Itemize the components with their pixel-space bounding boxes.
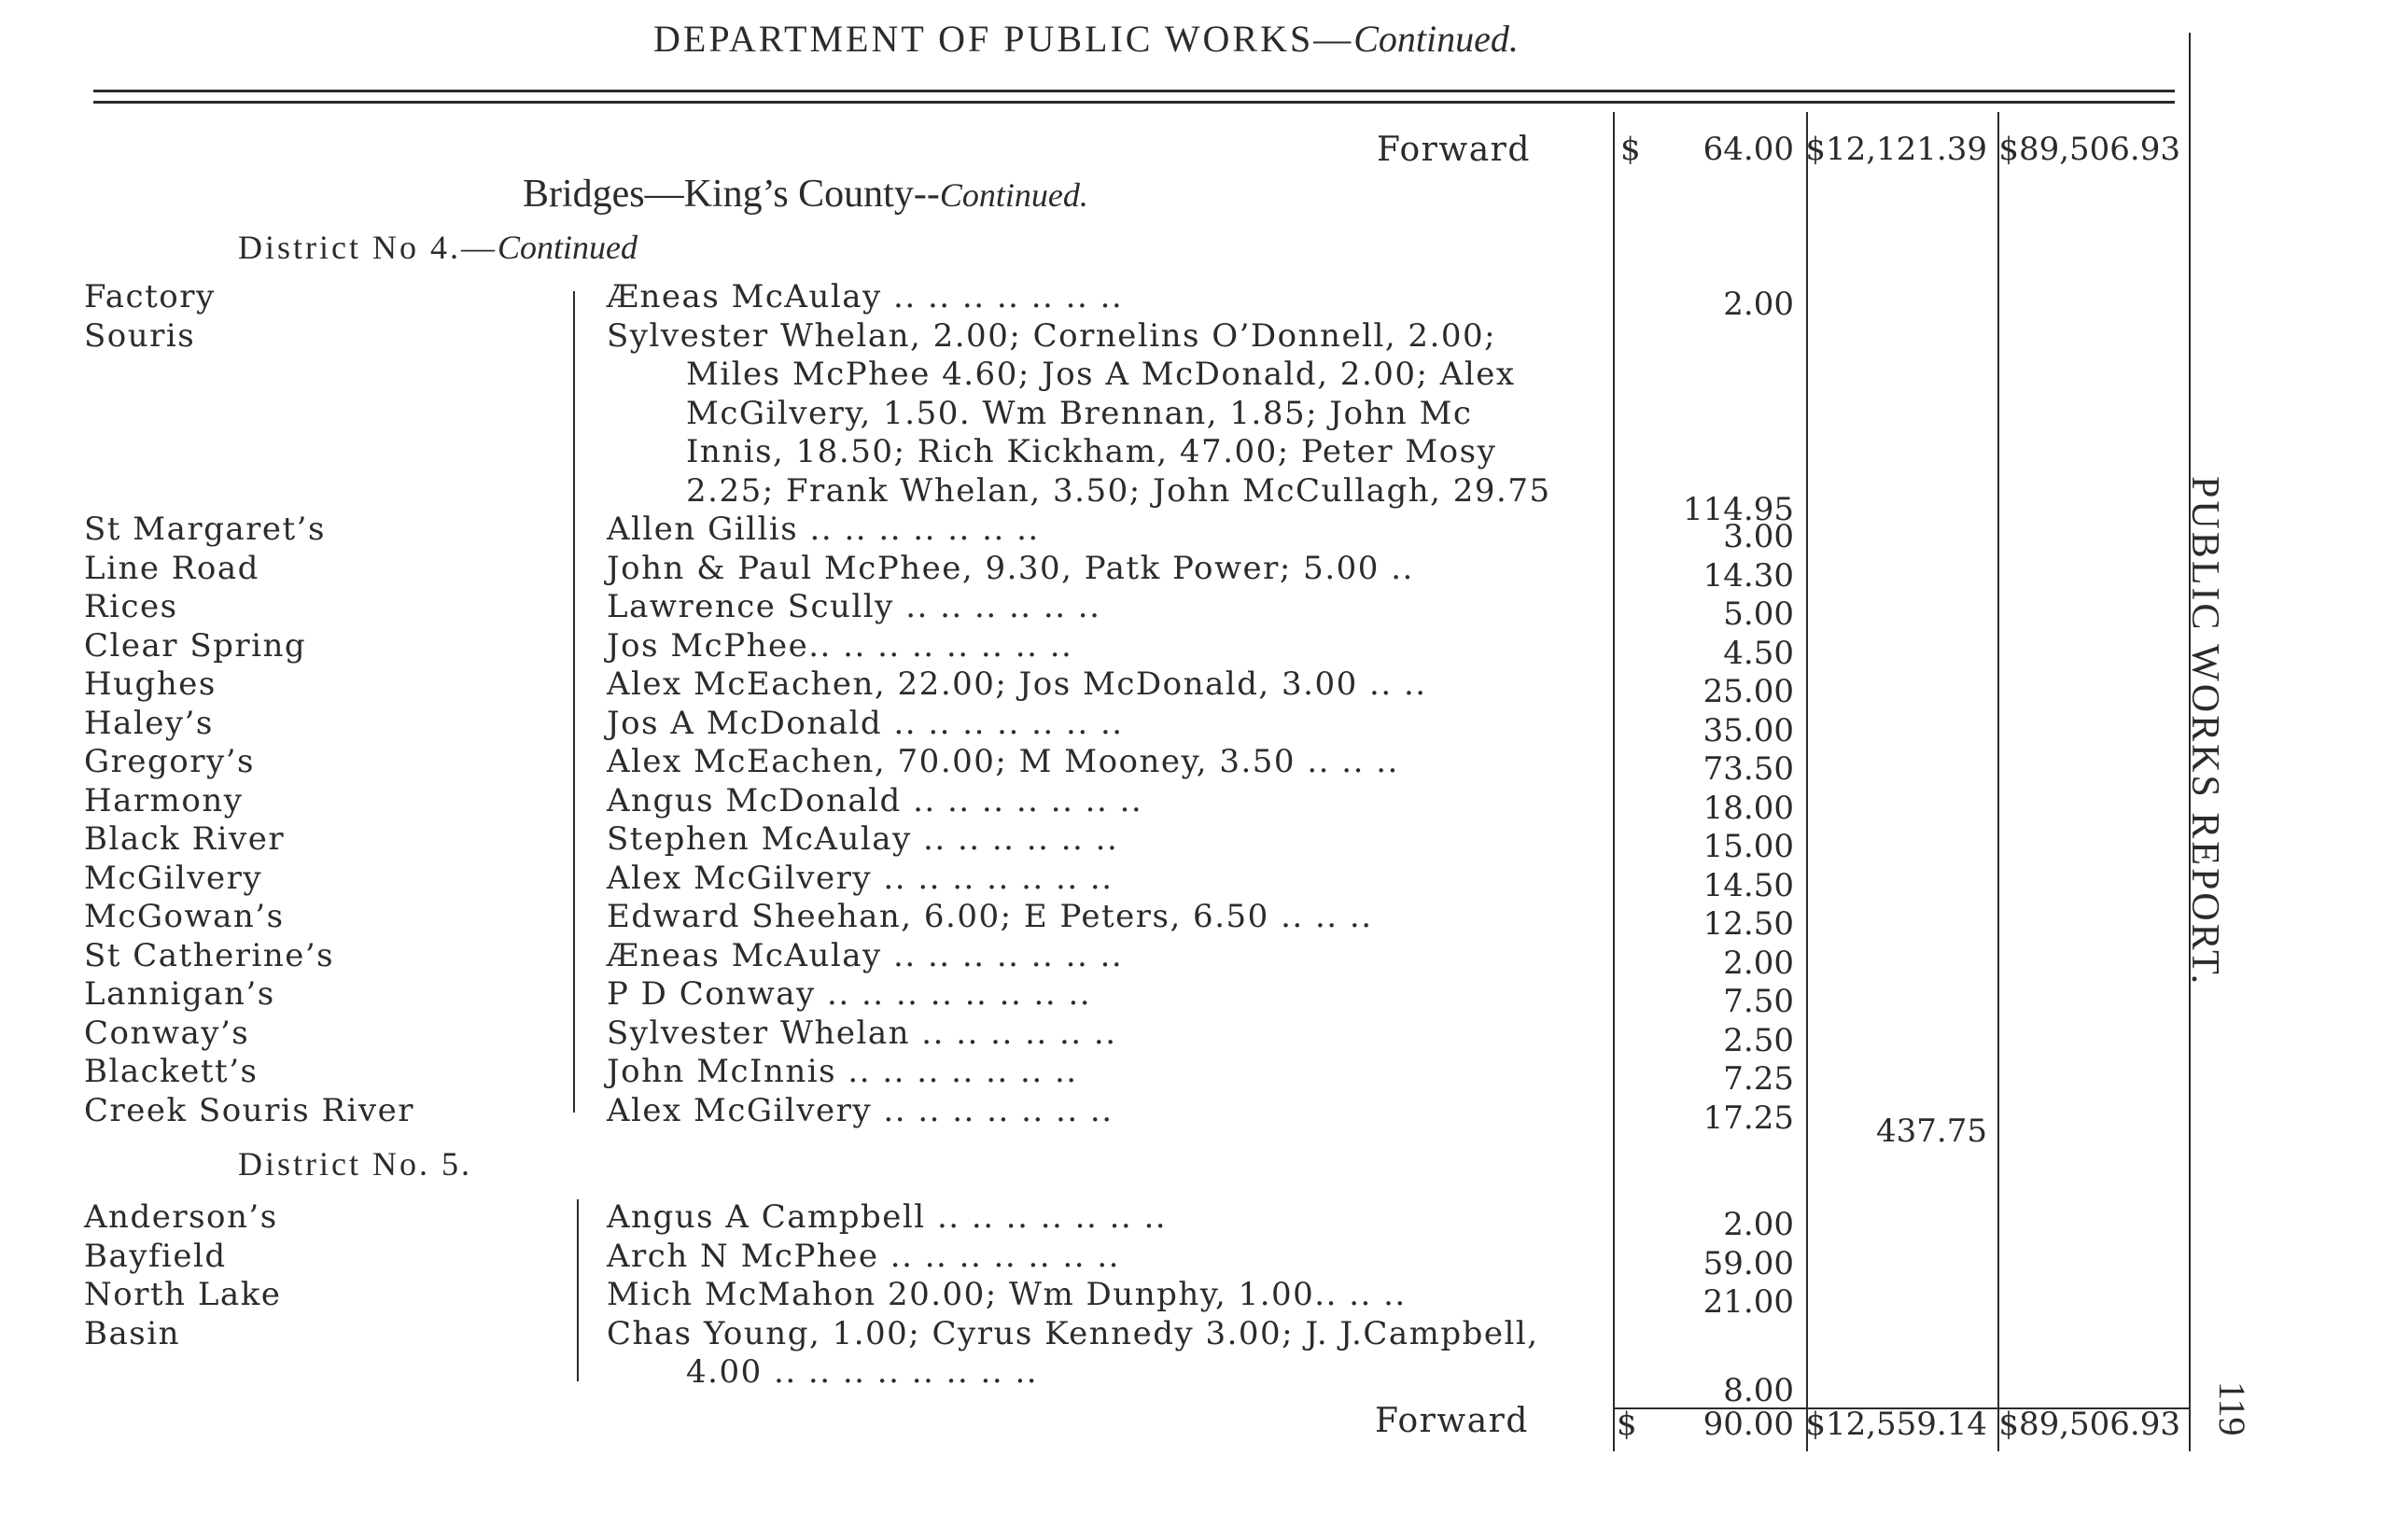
entry-description: Sylvester Whelan .. .. .. .. .. .. [607,1014,1117,1052]
entry-place: North Lake [84,1276,282,1313]
forward-bottom-dollar: $ [1617,1406,1637,1443]
header-continued: Continued. [1353,18,1519,60]
forward-top-col3: $89,506.93 [1998,131,2180,168]
entry-amount: 14.30 [1702,556,1794,595]
district4-bracket [573,291,575,1113]
entry-description: Sylvester Whelan, 2.00; Cornelins O’Donnell, 2.00; [607,316,1497,355]
entry-place: Basin [84,1314,180,1352]
entry-description: Æneas McAulay .. .. .. .. .. .. .. [607,278,1124,315]
entry-place: Haley’s [84,704,214,742]
entry-place: Line Road [84,549,259,587]
district5-heading: District No. 5. [238,1145,472,1183]
entry-place: Creek Souris River [84,1091,415,1129]
column-rule-3 [1997,112,1999,1451]
entry-place: Anderson’s [84,1198,278,1236]
entry-description: Æneas McAulay .. .. .. .. .. .. .. [607,936,1124,974]
forward-top-col1: 64.00 [1702,131,1794,168]
section-title-text: Bridges—King’s County-- [523,173,940,216]
entry-amount: 3.00 [1723,518,1794,555]
entry-amount: 25.00 [1702,673,1794,710]
entry-amount: 35.00 [1702,711,1794,749]
entry-amount: 2.00 [1723,944,1794,982]
forward-bottom-col3: $89,506.93 [1998,1406,2180,1443]
entry-amount: 4.50 [1723,634,1794,672]
entry-description: Mich McMahon 20.00; Wm Dunphy, 1.00.. .. .. [607,1276,1407,1313]
entry-description: Allen Gillis .. .. .. .. .. .. .. [607,511,1040,548]
entry-amount: 12.50 [1702,905,1794,943]
district4-continued: Continued [497,229,638,266]
entry-place: Souris [84,316,196,355]
forward-bottom-label: Forward [1375,1402,1529,1440]
entry-description: John & Paul McPhee, 9.30, Patk Power; 5.00 .. [607,549,1414,587]
entry-place: St Margaret’s [84,511,326,548]
entry-amount: 73.50 [1702,750,1794,788]
entry-amount: 17.25 [1702,1099,1794,1137]
forward-top-col2: $12,121.39 [1805,131,1987,168]
entry-amount: 7.25 [1723,1060,1794,1098]
entry-place: Harmony [84,781,244,819]
entry-description: McGilvery, 1.50. Wm Brennan, 1.85; John Mc [686,394,1473,432]
entry-amount: 21.00 [1702,1283,1794,1321]
entry-amount: 2.00 [1723,1206,1794,1243]
entry-amount: 2.50 [1723,1021,1794,1059]
entry-description: Chas Young, 1.00; Cyrus Kennedy 3.00; J. J.Campbell, [607,1314,1539,1352]
entry-place: Black River [84,820,286,858]
header-rule-bottom [93,101,2175,104]
column-rule-1 [1613,112,1615,1451]
header-title: DEPARTMENT OF PUBLIC WORKS— [653,18,1354,60]
entry-amount: 18.00 [1702,789,1794,827]
entry-amount: 14.50 [1702,866,1794,904]
entry-description: Jos A McDonald .. .. .. .. .. .. .. [607,704,1124,742]
entry-amount: 114.95 [1683,490,1794,528]
entry-place: Blackett’s [84,1053,259,1090]
entry-description: Miles McPhee 4.60; Jos A McDonald, 2.00; Alex [686,356,1516,393]
district4-label: District No 4.— [238,229,497,266]
side-title: PUBLIC WORKS REPORT. [2183,476,2226,987]
entry-place: Hughes [84,665,217,703]
entry-place: Lannigan’s [84,975,275,1013]
entry-place: Factory [84,278,216,315]
entry-description: Lawrence Scully .. .. .. .. .. .. [607,588,1101,625]
entry-amount: 7.50 [1723,983,1794,1020]
entry-description: John McInnis .. .. .. .. .. .. .. [607,1053,1078,1090]
entry-amount: 15.00 [1702,828,1794,865]
entry-description: Alex McGilvery .. .. .. .. .. .. .. [607,1091,1114,1129]
entry-description: 4.00 .. .. .. .. .. .. .. .. [686,1353,1039,1391]
page-header [653,17,1519,61]
forward-top-dollar: $ [1620,131,1641,168]
entry-description: Alex McEachen, 70.00; M Mooney, 3.50 .. .. .. [607,743,1399,780]
entry-description: Alex McGilvery .. .. .. .. .. .. .. [607,859,1114,897]
entry-amount: 5.00 [1723,595,1794,633]
section-title [523,172,1088,217]
entry-place: Rices [84,588,178,625]
entry-place: Gregory’s [84,743,255,780]
entry-description: Angus McDonald .. .. .. .. .. .. .. [607,781,1143,819]
entry-place: St Catherine’s [84,936,335,974]
district4-total: 437.75 [1876,1113,1987,1150]
entry-amount: 2.00 [1723,286,1794,323]
entry-description: P D Conway .. .. .. .. .. .. .. .. [607,975,1092,1013]
entry-place: Conway’s [84,1014,250,1052]
entry-description: 2.25; Frank Whelan, 3.50; John McCullagh, 29.75 [686,471,1551,510]
page-number: 119 [2211,1381,2253,1436]
entry-description: Alex McEachen, 22.00; Jos McDonald, 3.00 .. .. [607,665,1427,703]
entry-description: Jos McPhee.. .. .. .. .. .. .. .. [607,626,1073,665]
forward-bottom-col1: 90.00 [1702,1406,1794,1443]
forward-bottom-col2: $12,559.14 [1805,1406,1987,1443]
entry-place: Clear Spring [84,626,307,665]
header-rule-top [93,90,2175,92]
forward-top-label: Forward [1377,131,1531,169]
entry-description: Edward Sheehan, 6.00; E Peters, 6.50 .. .. .. [607,898,1373,935]
entry-description: Arch N McPhee .. .. .. .. .. .. .. [607,1237,1120,1275]
column-rule-2 [1806,112,1808,1451]
entry-description: Angus A Campbell .. .. .. .. .. .. .. [607,1198,1168,1236]
entry-amount: 59.00 [1702,1244,1794,1282]
entry-amount: 8.00 [1723,1372,1794,1409]
district5-bracket [577,1199,579,1381]
district4-heading [238,228,638,267]
entry-place: McGowan’s [84,898,285,935]
section-continued: Continued. [939,176,1088,214]
entry-place: McGilvery [84,859,263,897]
entry-description: Stephen McAulay .. .. .. .. .. .. [607,820,1119,858]
entry-description: Innis, 18.50; Rich Kickham, 47.00; Peter Mosy [686,433,1497,470]
entry-place: Bayfield [84,1237,227,1275]
